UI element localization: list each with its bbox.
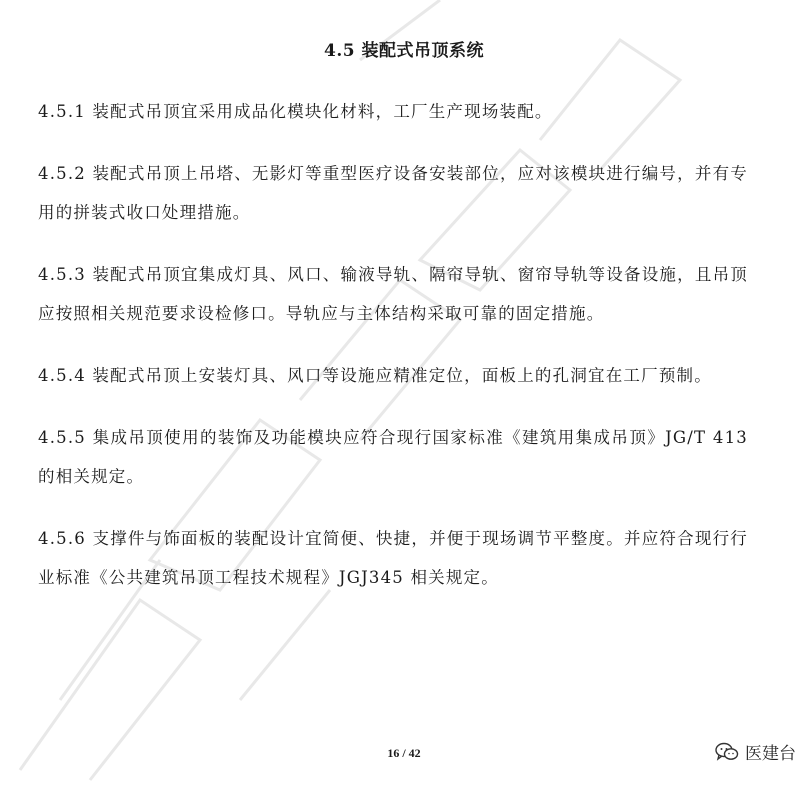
document-body [38,92,748,620]
section-title: 4.5 装配式吊顶系统 [324,41,484,61]
paragraph-4-5-2: 4.5.2 装配式吊顶上吊塔、无影灯等重型医疗设备安装部位，应对该模块进行编号，并有专用的拼装式收口处理措施。 [38,164,748,222]
paragraph-4-5-5: 4.5.5 集成吊顶使用的装饰及功能模块应符合现行国家标准《建筑用集成吊顶》JG/T 413 的相关规定。 [38,428,748,486]
paragraph-4-5-3: 4.5.3 装配式吊顶宜集成灯具、风口、输液导轨、隔帘导轨、窗帘导轨等设备设施，且吊顶应按照相关规范要求设检修口。导轨应与主体结构采取可靠的固定措施。 [38,265,748,323]
paragraph-4-5-1: 4.5.1 装配式吊顶宜采用成品化模块化材料，工厂生产现场装配。 [38,102,553,121]
brand-badge [715,739,796,764]
wechat-icon [715,742,739,762]
brand-name: 医建台 [745,744,796,764]
page-number: 16 / 42 [387,746,421,760]
paragraph-4-5-6: 4.5.6 支撑件与饰面板的装配设计宜简便、快捷，并便于现场调节平整度。并应符合现行行业标准《公共建筑吊顶工程技术规程》JGJ345 相关规定。 [38,529,748,587]
paragraph-4-5-4: 4.5.4 装配式吊顶上安装灯具、风口等设施应精准定位，面板上的孔洞宜在工厂预制。 [38,366,712,385]
